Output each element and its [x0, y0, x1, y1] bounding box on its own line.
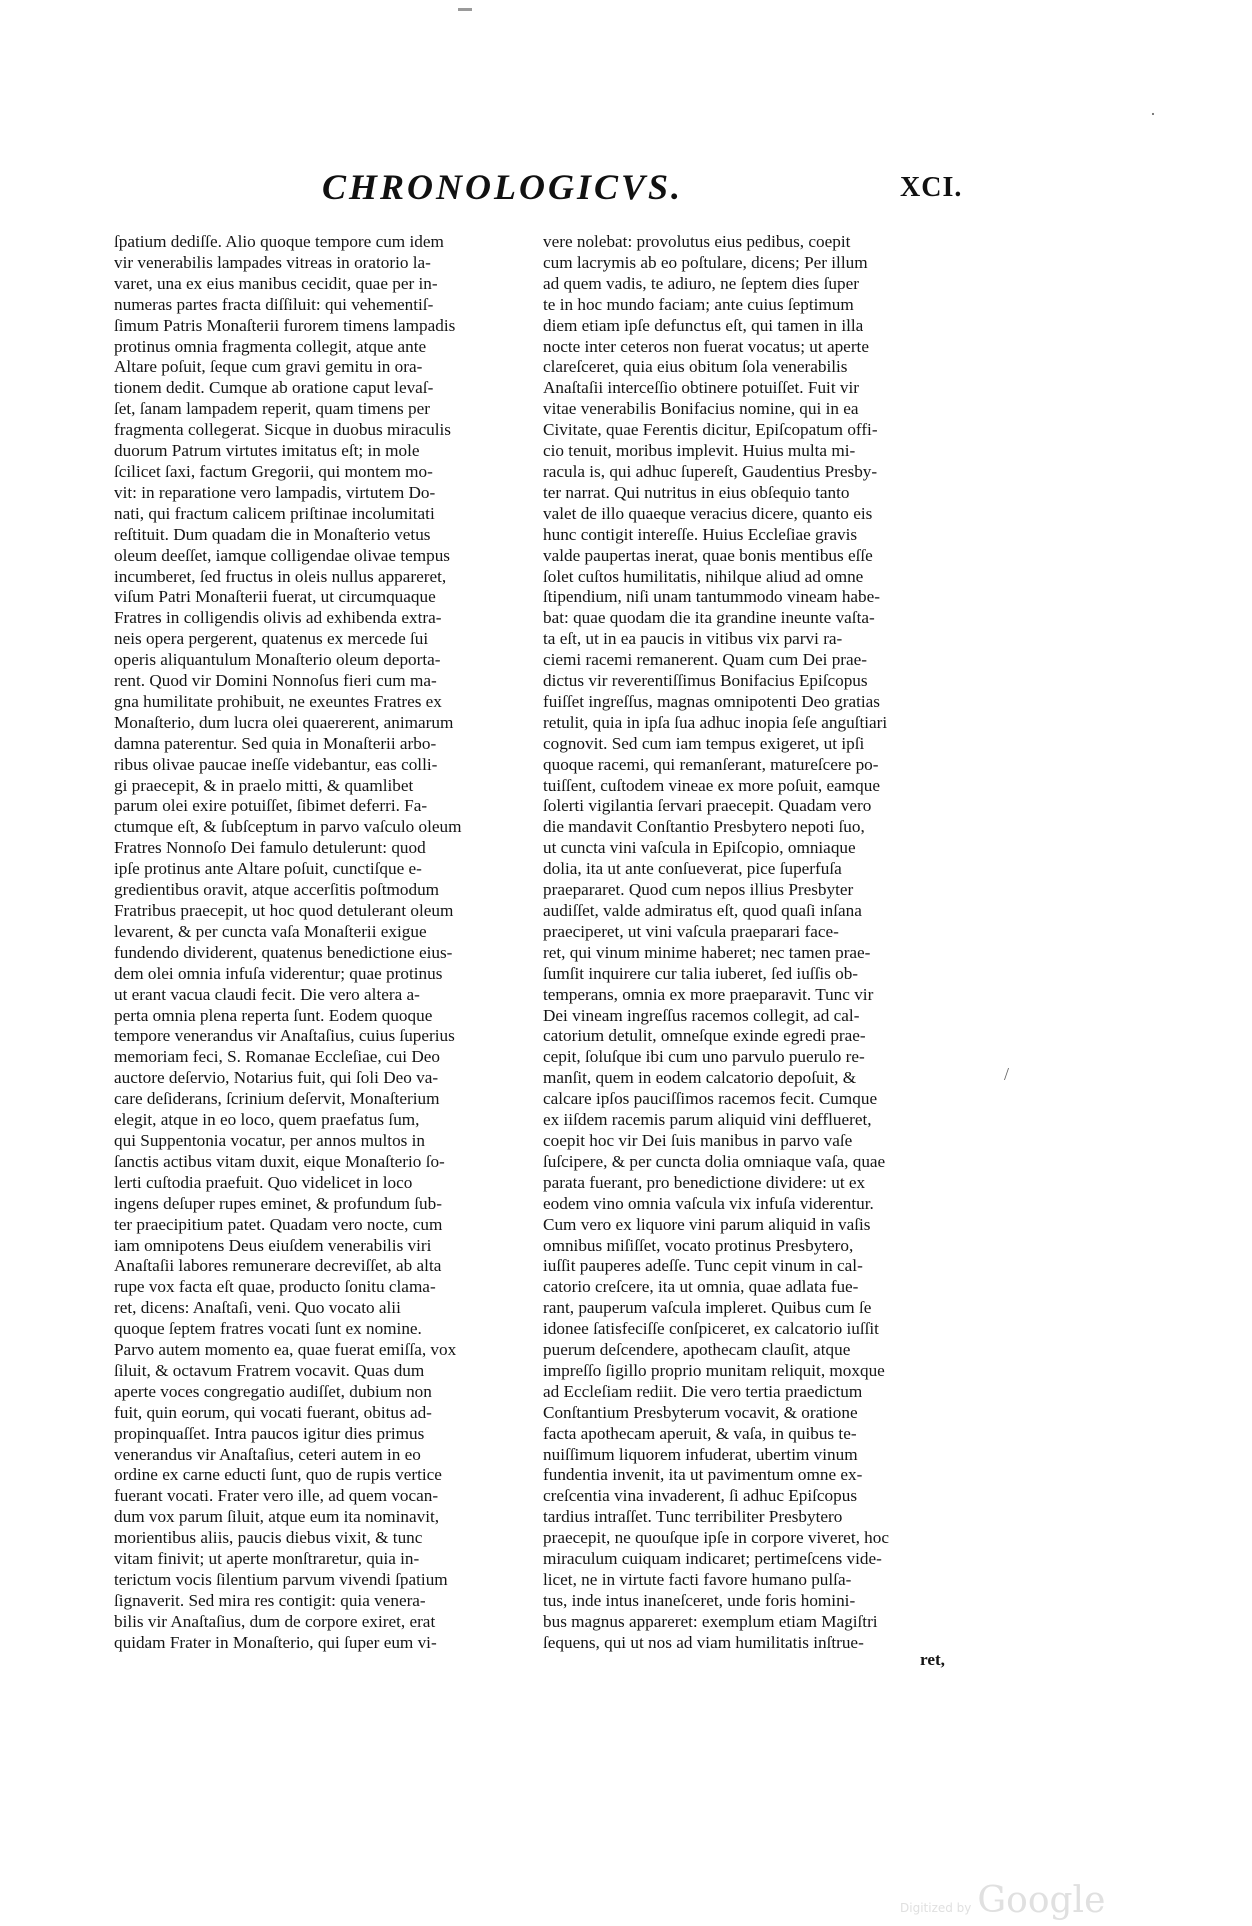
left-column-line: neis opera pergerent, quatenus ex mercede ſui	[114, 629, 429, 649]
left-column-line: numeras partes fracta diſſiluit: qui vehementiſ-	[114, 294, 434, 314]
left-column-line: ter praecipitium patet. Quadam vero nocte, cum	[114, 1214, 443, 1234]
running-head: CHRONOLOGICVS.	[322, 167, 684, 207]
left-column-line: tionem dedit. Cumque ab oratione caput levaſ-	[114, 378, 434, 398]
right-column-line: calcare ipſos pauciſſimos racemos fecit. Cumque	[543, 1089, 878, 1109]
left-column-line: Fratres in colligendis olivis ad exhibenda extra-	[114, 608, 442, 628]
left-column-line: ſimum Patris Monaſterii furorem timens lampadis	[114, 315, 456, 335]
right-column-line: ciemi racemi remanerent. Quam cum Dei prae-	[543, 650, 868, 670]
left-column-line: varet, una ex eius manibus cecidit, quae per in-	[114, 273, 438, 293]
left-column-line: elegit, atque in eo loco, quem praefatus ſum,	[114, 1110, 420, 1130]
left-column-line: venerandus vir Anaſtaſius, ceteri autem in eo	[114, 1444, 421, 1464]
right-column-line: racula is, qui adhuc ſupereſt, Gaudentius Presby-	[543, 461, 878, 481]
left-column-line: Parvo autem momento ea, quae fuerat emiſſa, vox	[114, 1340, 457, 1360]
left-column-line: operis aliquantulum Monaſterio oleum deporta-	[114, 650, 441, 670]
left-column-line: ſignaverit. Sed mira res contigit: quia venera-	[114, 1590, 426, 1610]
left-column-line: quoque ſeptem fratres vocati ſunt ex nomine.	[114, 1319, 422, 1339]
right-column-line: eodem vino omnia vaſcula vix infuſa viderentur.	[543, 1193, 874, 1213]
right-column-line: nocte inter ceteros non fuerat vocatus; ut aperte	[543, 336, 869, 356]
right-column-line: dolia, ita ut ante conſueverat, pice ſuperfuſa	[543, 859, 842, 879]
left-column-line: parum olei exire potuiſſet, ſibimet deferri. Fa-	[114, 796, 428, 816]
right-column-line: dictus vir reverentiſſimus Bonifacius Epiſcopus	[543, 671, 868, 691]
right-column-line: ſolet cuſtos humilitatis, nihilque aliud ad omne	[543, 566, 864, 586]
right-column-line: parata fuerant, pro benedictione dividere: ut ex	[543, 1172, 866, 1192]
right-column-line: facta apothecam aperuit, & vaſa, in quibus te-	[543, 1423, 857, 1443]
right-column-line: quoque racemi, qui remanſerant, matureſcere po-	[543, 754, 879, 774]
left-column-line: Fratres Nonnoſo Dei famulo detulerunt: quod	[114, 838, 426, 858]
left-column-line: care deſiderans, ſcrinium deſervit, Monaſterium	[114, 1089, 440, 1109]
right-column-line: diem etiam ipſe defunctus eſt, qui tamen in illa	[543, 315, 864, 335]
right-column-line: ſtipendium, niſi unam tantummodo vineam habe-	[543, 587, 881, 607]
right-column-line: clareſceret, quia eius obitum ſola venerabilis	[543, 357, 848, 377]
left-column-line: rent. Quod vir Domini Nonnoſus fieri cum ma-	[114, 671, 437, 691]
right-column-line: fuiſſet ingreſſus, magnas omnipotenti Deo gratias	[543, 691, 880, 711]
right-column-line: ſolerti vigilantia ſervari praecepit. Quadam vero	[543, 796, 872, 816]
right-column-line: rant, pauperum vaſcula impleret. Quibus cum ſe	[543, 1298, 872, 1318]
left-column-line: bilis vir Anaſtaſius, dum de corpore exiret, erat	[114, 1611, 436, 1631]
left-column-line: ipſe protinus ante Altare poſuit, cunctiſque e-	[114, 859, 422, 879]
right-column-line: manſit, quem in eodem calcatorio depoſuit, &	[543, 1068, 857, 1088]
right-column-line: tuiſſent, cuſtodem vineae ex more poſuit, eamque	[543, 775, 880, 795]
right-column-line: fundentia invenit, ita ut pavimentum omne ex-	[543, 1465, 863, 1485]
right-column-line: praecepit, ne quouſque ipſe in corpore viveret, hoc	[543, 1528, 889, 1548]
right-column-line: praeciperet, ut vini vaſcula praeparari face-	[543, 921, 839, 941]
right-column-line: cum lacrymis ab eo poſtulare, dicens; Per illum	[543, 252, 868, 272]
left-column-line: fuit, quin eorum, qui vocati fuerant, obitus ad-	[114, 1402, 432, 1422]
right-column-line: Conſtantium Presbyterum vocavit, & oratione	[543, 1402, 858, 1422]
left-column-line: ſcilicet ſaxi, factum Gregorii, qui montem mo-	[114, 461, 433, 481]
right-column-line: retulit, quia in ipſa ſua adhuc inopia ſeſe anguſtiari	[543, 712, 888, 732]
left-column-line: ingens deſuper rupes eminet, & profundum ſub-	[114, 1193, 442, 1213]
right-column-line: catorium detulit, omneſque exinde egredi prae-	[543, 1026, 866, 1046]
left-column-line: fuerant vocati. Frater vero ille, ad quem vocan-	[114, 1486, 439, 1506]
right-column-line: bat: quae quodam die ita grandine ineunte vaſta-	[543, 608, 875, 628]
left-column-line: reſtituit. Dum quadam die in Monaſterio vetus	[114, 524, 431, 544]
right-column-line: ut cuncta vini vaſcula in Epiſcopio, omniaque	[543, 838, 856, 858]
left-column-line: oleum deeſſet, iamque colligendae olivae tempus	[114, 545, 450, 565]
digitization-watermark	[900, 1880, 1105, 1921]
left-column-line: fundendo dividerent, quatenus benedictione eius-	[114, 942, 453, 962]
right-column-line: catorio creſcere, ita ut omnia, quae adlata fue-	[543, 1277, 859, 1297]
right-column-line: ad Eccleſiam rediit. Die vero tertia praedictum	[543, 1381, 863, 1401]
right-column-line: bus magnus appareret: exemplum etiam Magiſtri	[543, 1611, 878, 1631]
left-column-line: Fratribus praecepit, ut hoc quod detulerant oleum	[114, 901, 454, 920]
left-column-line: perta omnia plena reperta ſunt. Eodem quoque	[114, 1005, 433, 1025]
left-column-line: protinus omnia fragmenta collegit, atque ante	[114, 336, 427, 356]
right-column-line: ter narrat. Qui nutritus in eius obſequio tanto	[543, 482, 850, 502]
left-column-line: ctumque eſt, & ſubſceptum in parvo vaſculo oleum	[114, 817, 462, 837]
right-column-line: ſequens, qui ut nos ad viam humilitatis inſtrue-	[543, 1632, 864, 1652]
left-column-line: lerti cuſtodia praefuit. Quo videlicet in loco	[114, 1172, 413, 1192]
right-text-column	[543, 232, 973, 1654]
margin-dot: ·	[1150, 104, 1156, 124]
right-column-line: iuſſit pauperes adeſſe. Tunc cepit vinum in cal-	[543, 1256, 863, 1276]
right-column-line: cepit, ſoluſque ibi cum uno parvulo puerulo re-	[543, 1047, 865, 1067]
right-column-line: omnibus miſiſſet, vocato protinus Presbytero,	[543, 1235, 854, 1255]
right-column-line: cio tenuit, moribus implevit. Huius multa mi-	[543, 441, 856, 461]
right-column-line: ad quem vadis, te adiuro, ne ſeptem dies ſuper	[543, 273, 859, 293]
left-column-line: Anaſtaſii labores remunerare decreviſſet, ab alta	[114, 1256, 442, 1276]
watermark-small-text: Digitized by	[900, 1901, 972, 1915]
right-column-line: ret, qui vinum minime haberet; nec tamen prae-	[543, 942, 871, 962]
left-column-line: ſanctis actibus vitam duxit, eique Monaſterio ſo-	[114, 1151, 445, 1171]
left-column-line: dum vox parum ſiluit, atque eum ita nominavit,	[114, 1507, 440, 1527]
left-column-line: duorum Patrum virtutes imitatus eſt; in mole	[114, 441, 420, 461]
right-column-line: nuiſſimum liquorem infuderat, ubertim vinum	[543, 1444, 858, 1464]
right-column-line: tardius intraſſet. Tunc terribiliter Presbytero	[543, 1507, 843, 1527]
left-column-line: auctore deſervio, Notarius fuit, qui ſoli Deo va-	[114, 1068, 439, 1088]
margin-mark: /	[1004, 1064, 1010, 1084]
left-column-line: levarent, & per cuncta vaſa Monaſterii exigue	[114, 921, 427, 941]
left-column-line: Monaſterio, dum lucra olei quaererent, animarum	[114, 712, 454, 732]
right-column-line: ex iiſdem racemis parum aliquid vini defflueret,	[543, 1110, 872, 1130]
catchword: ret,	[920, 1650, 945, 1669]
right-column-line: vere nolebat: provolutus eius pedibus, coepit	[543, 232, 851, 251]
right-column-line: die mandavit Conſtantio Presbytero nepoti ſuo,	[543, 817, 865, 837]
right-column-line: tus, inde intus inaneſceret, unde foris homini-	[543, 1590, 856, 1610]
right-column-line: licet, ne in virtute facti favore humano pulſa-	[543, 1570, 852, 1589]
left-column-line: gredientibus oravit, atque accerſitis poſtmodum	[114, 880, 440, 900]
left-column-line: ribus olivae paucae ineſſe videbantur, eas colli-	[114, 754, 438, 774]
page-number: XCI.	[900, 172, 963, 203]
left-column-line: vir venerabilis lampades vitreas in oratorio la-	[114, 252, 431, 272]
left-column-line: memoriam feci, S. Romanae Eccleſiae, cui Deo	[114, 1047, 440, 1067]
right-column-line: coepit hoc vir Dei ſuis manibus in parvo vaſe	[543, 1130, 853, 1150]
right-column-line: puerum deſcendere, apothecam clauſit, atque	[543, 1340, 851, 1360]
right-column-line: valde paupertas inerat, quae bonis mentibus eſſe	[543, 545, 873, 565]
left-column-line: quidam Frater in Monaſterio, qui ſuper eum vi-	[114, 1632, 437, 1652]
left-column-line: ſpatium dediſſe. Alio quoque tempore cum idem	[114, 232, 444, 251]
right-column-line: ſuſcipere, & per cuncta dolia omniaque vaſa, quae	[543, 1151, 886, 1171]
right-column-line: Anaſtaſii interceſſio obtinere potuiſſet. Fuit vir	[543, 378, 859, 398]
left-column-line: ſet, ſanam lampadem reperit, quam timens per	[114, 399, 430, 419]
right-column-line: Dei vineam ingreſſus racemos collegit, ad cal-	[543, 1005, 860, 1025]
left-text-column	[114, 232, 520, 1654]
left-column-line: fragmenta collegerat. Sicque in duobus miraculis	[114, 420, 451, 440]
right-column-line: creſcentia vina invaderent, ſi adhuc Epiſcopus	[543, 1486, 858, 1506]
right-column-line: vitae venerabilis Bonifacius nomine, qui in ea	[543, 399, 859, 419]
left-column-line: gi praecepit, & in praelo mitti, & quamlibet	[114, 775, 414, 795]
right-column-line: cognovit. Sed cum iam tempus exigeret, ut ipſi	[543, 733, 865, 753]
left-column-line: nati, qui fractum calicem priſtinae incolumitati	[114, 503, 435, 523]
left-column-line: vit: in reparatione vero lampadis, virtutem Do-	[114, 482, 436, 502]
right-column-line: audiſſet, valde admiratus eſt, quod quaſi inſana	[543, 901, 862, 920]
left-column-line: gna humilitate prohibuit, ne exeuntes Fratres ex	[114, 691, 442, 711]
left-column-line: damna paterentur. Sed quia in Monaſterii arbo-	[114, 733, 437, 753]
left-column-line: ſiluit, & octavum Fratrem vocavit. Quas dum	[114, 1360, 425, 1380]
right-column-line: idonee ſatisfeciſſe conſpiceret, ex calcatorio iuſſit	[543, 1319, 879, 1339]
left-column-line: ordine ex carne educti ſunt, quo de rupis vertice	[114, 1465, 442, 1485]
right-column-line: ſumſit inquirere cur talia iuberet, ſed iuſſis ob-	[543, 963, 859, 983]
right-column-line: praepararet. Quod cum nepos illius Presbyter	[543, 880, 854, 900]
right-column-line: te in hoc mundo faciam; ante cuius ſeptimum	[543, 294, 854, 314]
left-column-line: terictum vocis ſilentium parvum vivendi ſpatium	[114, 1570, 448, 1589]
right-column-line: Civitate, quae Ferentis dicitur, Epiſcopatum offi-	[543, 420, 878, 440]
page-edge-mark	[458, 8, 472, 11]
right-column-line: impreſſo ſigillo proprio munitam reliquit, moxque	[543, 1360, 885, 1380]
left-column-line: Altare poſuit, ſeque cum gravi gemitu in ora-	[114, 357, 423, 377]
left-column-line: tempore venerandus vir Anaſtaſius, cuius ſuperius	[114, 1026, 455, 1046]
right-column-line: hunc contigit intereſſe. Huius Eccleſiae gravis	[543, 524, 858, 544]
left-column-line: ret, dicens: Anaſtaſi, veni. Quo vocato alii	[114, 1298, 401, 1318]
watermark-logo-text: Google	[977, 1880, 1106, 1921]
right-column-line: Cum vero ex liquore vini parum aliquid in vaſis	[543, 1214, 871, 1234]
left-column-line: incumberet, ſed fructus in oleis nullus appareret,	[114, 566, 447, 586]
right-column-line: ta eſt, ut in ea paucis in vitibus vix parvi ra-	[543, 629, 843, 649]
left-column-line: dem olei omnia infuſa viderentur; quae protinus	[114, 963, 443, 983]
left-column-line: iam omnipotens Deus eiuſdem venerabilis viri	[114, 1235, 432, 1255]
left-column-line: qui Suppentonia vocatur, per annos multos in	[114, 1130, 426, 1150]
left-column-line: rupe vox facta eſt quae, producto ſonitu clama-	[114, 1277, 436, 1297]
right-column-line: valet de illo quaeque veracius dicere, quanto eis	[543, 503, 873, 523]
left-column-line: ut erant vacua claudi fecit. Die vero altera a-	[114, 984, 420, 1004]
right-column-line: miraculum cuiquam indicaret; pertimeſcens vide-	[543, 1549, 882, 1569]
right-column-line: temperans, omnia ex more praeparavit. Tunc vir	[543, 984, 874, 1004]
left-column-line: morientibus aliis, paucis diebus vixit, & tunc	[114, 1528, 423, 1548]
left-column-line: viſum Patri Monaſterii fuerat, ut circumquaque	[114, 587, 436, 607]
left-column-line: vitam finivit; ut aperte monſtraretur, quia in-	[114, 1549, 420, 1569]
left-column-line: propinquaſſet. Intra paucos igitur dies primus	[114, 1423, 425, 1443]
left-column-line: aperte voces congregatio audiſſet, dubium non	[114, 1381, 432, 1401]
